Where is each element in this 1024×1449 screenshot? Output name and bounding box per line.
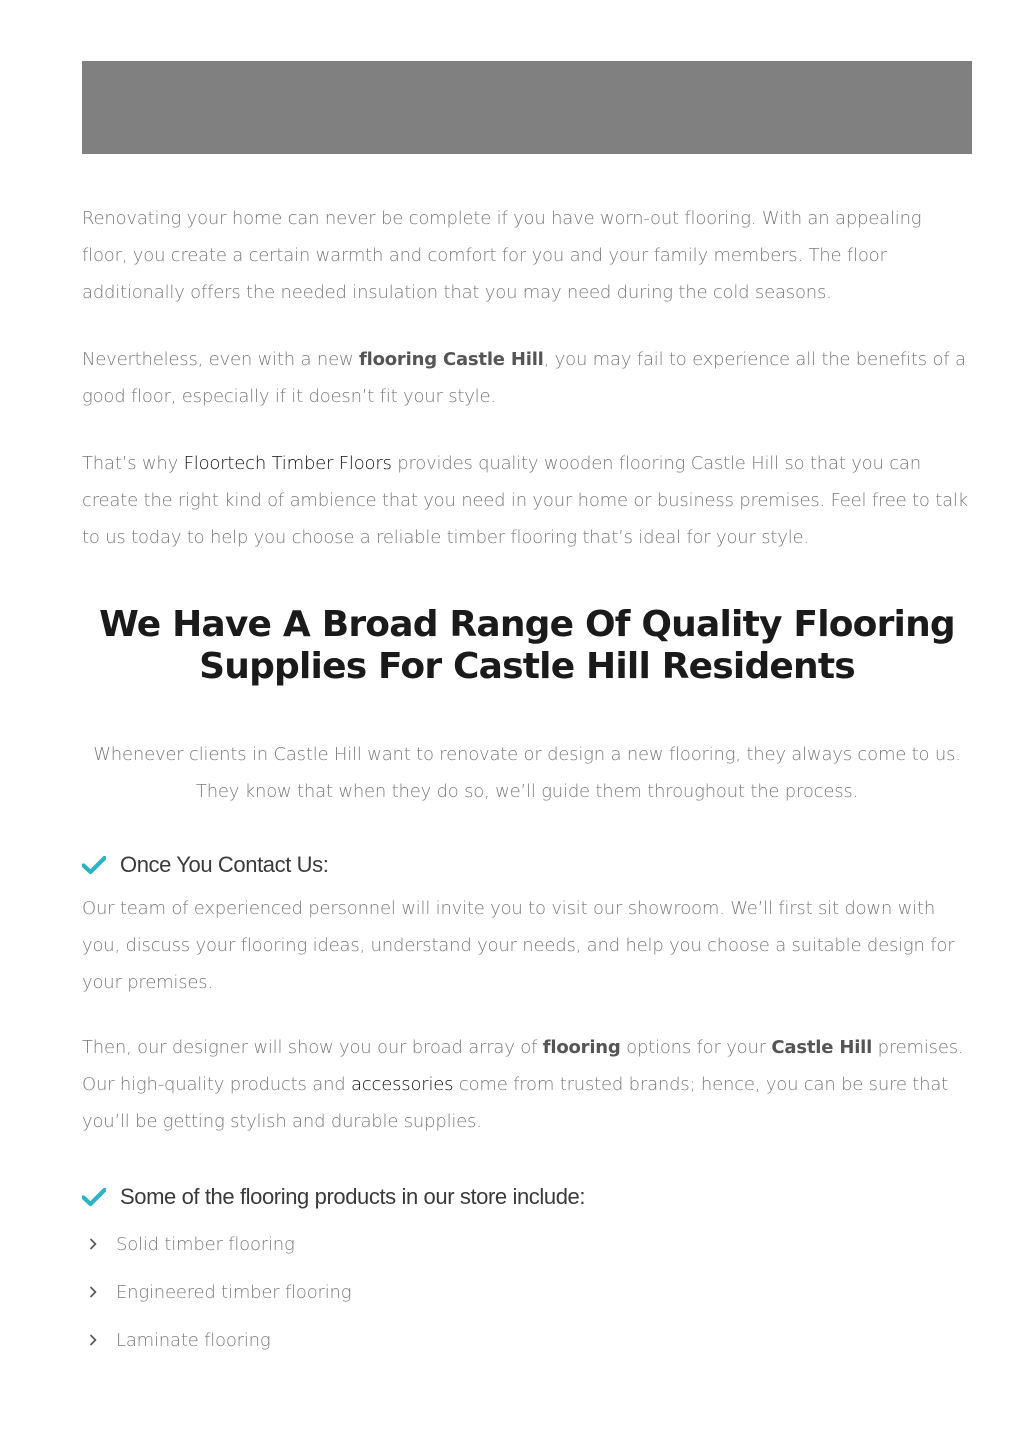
list-item (82, 1268, 972, 1316)
check-icon (82, 1187, 106, 1207)
accessories-link[interactable]: accessories (351, 1074, 454, 1095)
list-item (82, 1316, 972, 1364)
list-item-label: Engineered timber flooring (116, 1281, 352, 1303)
intro-paragraph-2 (82, 341, 972, 415)
floortech-link[interactable]: Floortech Timber Floors (183, 453, 392, 474)
centered-intro-line-1: Whenever clients in Castle Hill want to renovate or design a new flooring, they always come to us. (93, 744, 961, 765)
section-heading-contact (82, 852, 972, 878)
p2-bold-keyword: flooring Castle Hill (359, 349, 544, 370)
p1-text: Renovating your home can never be complete if you have worn-out flooring. With an appealing floor, you create a certain warmth and comfort for you and your family members. The floor additionally offers the needed insulation that you may need during the cold seasons. (82, 208, 922, 303)
chevron-right-icon (88, 1285, 98, 1299)
p2-text-after: , you may fail to experience all the benefits of a good floor, especially if it doesn’t fit your style. (82, 349, 966, 407)
list-item-label: Solid timber flooring (116, 1233, 295, 1255)
section-heading-products-text: Some of the flooring products in our store include: (120, 1184, 586, 1209)
list-item (82, 1220, 972, 1268)
check-icon (82, 855, 106, 875)
centered-intro (82, 736, 972, 810)
main-heading (82, 604, 972, 688)
section-heading-contact-text: Once You Contact Us: (120, 852, 329, 877)
banner-image (82, 61, 972, 154)
p3-text-before: That’s why (82, 453, 184, 474)
centered-intro-line-2: They know that when they do so, we’ll guide them throughout the process. (195, 781, 859, 802)
contact-p2-text-e: premises. Our high-quality products and (82, 1037, 964, 1095)
contact-p2-text-c: options for your (620, 1037, 772, 1058)
contact-paragraph-2 (82, 1029, 972, 1140)
products-list (82, 1220, 972, 1364)
intro-paragraph-1 (82, 200, 972, 311)
list-item-label: Laminate flooring (116, 1329, 271, 1351)
p3-text-after: provides quality wooden flooring Castle Hill so that you can create the right kind of ambience that you need in your home or business premises. Feel free to talk to us today to help you choose a reliable timber flooring that’s ideal for your style. (82, 453, 968, 548)
flooring-bold: flooring (542, 1037, 621, 1058)
contact-p2-text-g: come from trusted brands; hence, you can be sure that you’ll be getting stylish and durable supplies. (82, 1074, 949, 1132)
main-heading-line-2: Supplies For Castle Hill Residents (199, 646, 855, 687)
contact-p2-text-a: Then, our designer will show you our broad array of (82, 1037, 543, 1058)
contact-paragraph-1 (82, 890, 972, 1001)
section-heading-products (82, 1184, 972, 1210)
p2-text-before: Nevertheless, even with a new (82, 349, 359, 370)
chevron-right-icon (88, 1333, 98, 1347)
castle-hill-bold: Castle Hill (771, 1037, 873, 1058)
contact-p1-text: Our team of experienced personnel will invite you to visit our showroom. We’ll first sit down with you, discuss your flooring ideas, understand your needs, and help you choose a suitable design for your premises. (82, 898, 955, 993)
chevron-right-icon (88, 1237, 98, 1251)
page-content (82, 61, 972, 1364)
main-heading-line-1: We Have A Broad Range Of Quality Flooring (99, 604, 955, 645)
intro-paragraph-3 (82, 445, 972, 556)
